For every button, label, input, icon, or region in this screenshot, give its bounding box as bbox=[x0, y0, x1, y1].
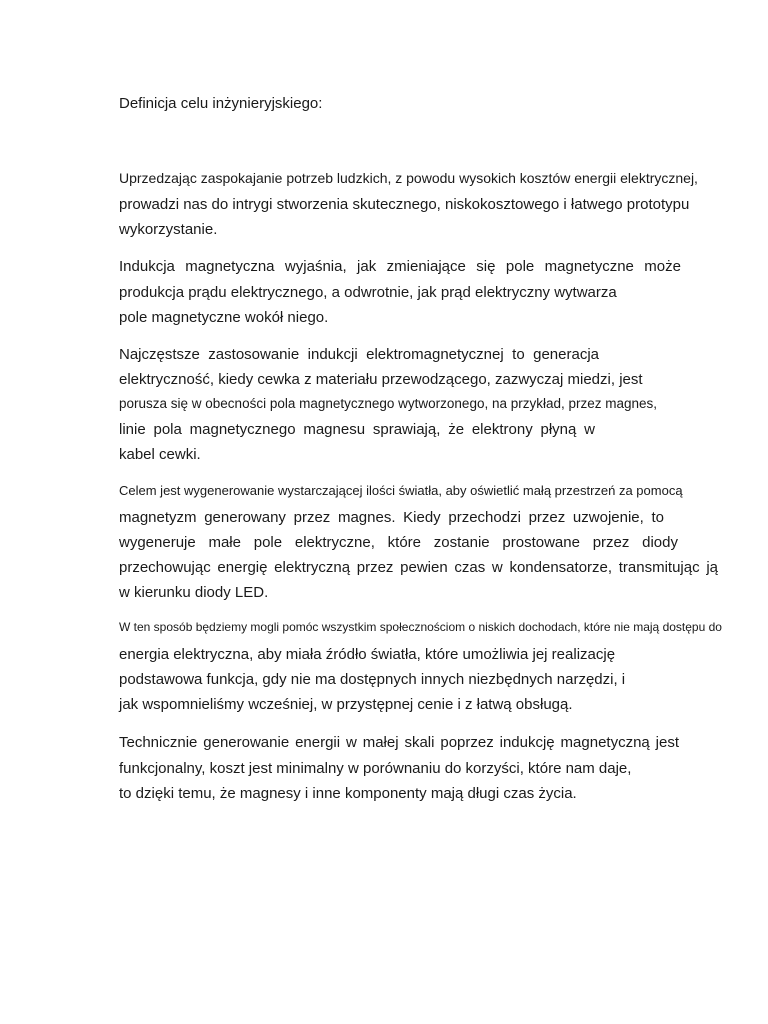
paragraph-6-line-1: Technicznie generowanie energii w małej skali poprzez indukcję magnetyczną jest bbox=[119, 734, 679, 751]
paragraph-4-line-2: magnetyzm generowany przez magnes. Kiedy przechodzi przez uzwojenie, to bbox=[119, 509, 664, 526]
document-heading: Definicja celu inżynieryjskiego: bbox=[119, 95, 323, 112]
paragraph-3-line-2: elektryczność, kiedy cewka z materiału przewodzącego, zazwyczaj miedzi, jest bbox=[119, 371, 643, 388]
paragraph-2-line-3: pole magnetyczne wokół niego. bbox=[119, 309, 329, 326]
paragraph-2-line-2: produkcja prądu elektrycznego, a odwrotnie, jak prąd elektryczny wytwarza bbox=[119, 284, 617, 301]
paragraph-1-line-3: wykorzystanie. bbox=[119, 221, 218, 238]
paragraph-5-line-4: jak wspomnieliśmy wcześniej, w przystępnej cenie i z łatwą obsługą. bbox=[119, 696, 573, 713]
paragraph-1-line-2: prowadzi nas do intrygi stworzenia skutecznego, niskokosztowego i łatwego prototypu bbox=[119, 196, 690, 213]
paragraph-6-line-3: to dzięki temu, że magnesy i inne komponenty mają długi czas życia. bbox=[119, 785, 577, 802]
paragraph-3-line-1: Najczęstsze zastosowanie indukcji elektromagnetycznej to generacja bbox=[119, 346, 599, 363]
paragraph-5-line-2: energia elektryczna, aby miała źródło światła, które umożliwia jej realizację bbox=[119, 646, 616, 663]
paragraph-4-line-3: wygeneruje małe pole elektryczne, które zostanie prostowane przez diody bbox=[119, 534, 678, 551]
paragraph-6-line-2: funkcjonalny, koszt jest minimalny w porównaniu do korzyści, które nam daje, bbox=[119, 760, 632, 777]
paragraph-4-line-5: w kierunku diody LED. bbox=[119, 584, 269, 601]
paragraph-5-line-3: podstawowa funkcja, gdy nie ma dostępnych innych niezbędnych narzędzi, i bbox=[119, 671, 626, 688]
paragraph-4-line-1: Celem jest wygenerowanie wystarczającej ilości światła, aby oświetlić małą przestrzeń za pomocą bbox=[119, 483, 683, 498]
paragraph-5-line-1: W ten sposób będziemy mogli pomóc wszystkim społecznościom o niskich dochodach, które nie mają dostępu do bbox=[119, 620, 722, 634]
paragraph-1-line-1: Uprzedzając zaspokajanie potrzeb ludzkich, z powodu wysokich kosztów energii elektrycznej, bbox=[119, 170, 698, 186]
paragraph-2-line-1: Indukcja magnetyczna wyjaśnia, jak zmieniające się pole magnetyczne może bbox=[119, 258, 681, 275]
paragraph-3-line-3: porusza się w obecności pola magnetycznego wytworzonego, na przykład, przez magnes, bbox=[119, 396, 658, 411]
paragraph-3-line-4: linie pola magnetycznego magnesu sprawiają, że elektrony płyną w bbox=[119, 421, 595, 438]
paragraph-4-line-4: przechowując energię elektryczną przez pewien czas w kondensatorze, transmitując ją bbox=[119, 559, 718, 576]
paragraph-3-line-5: kabel cewki. bbox=[119, 446, 201, 463]
